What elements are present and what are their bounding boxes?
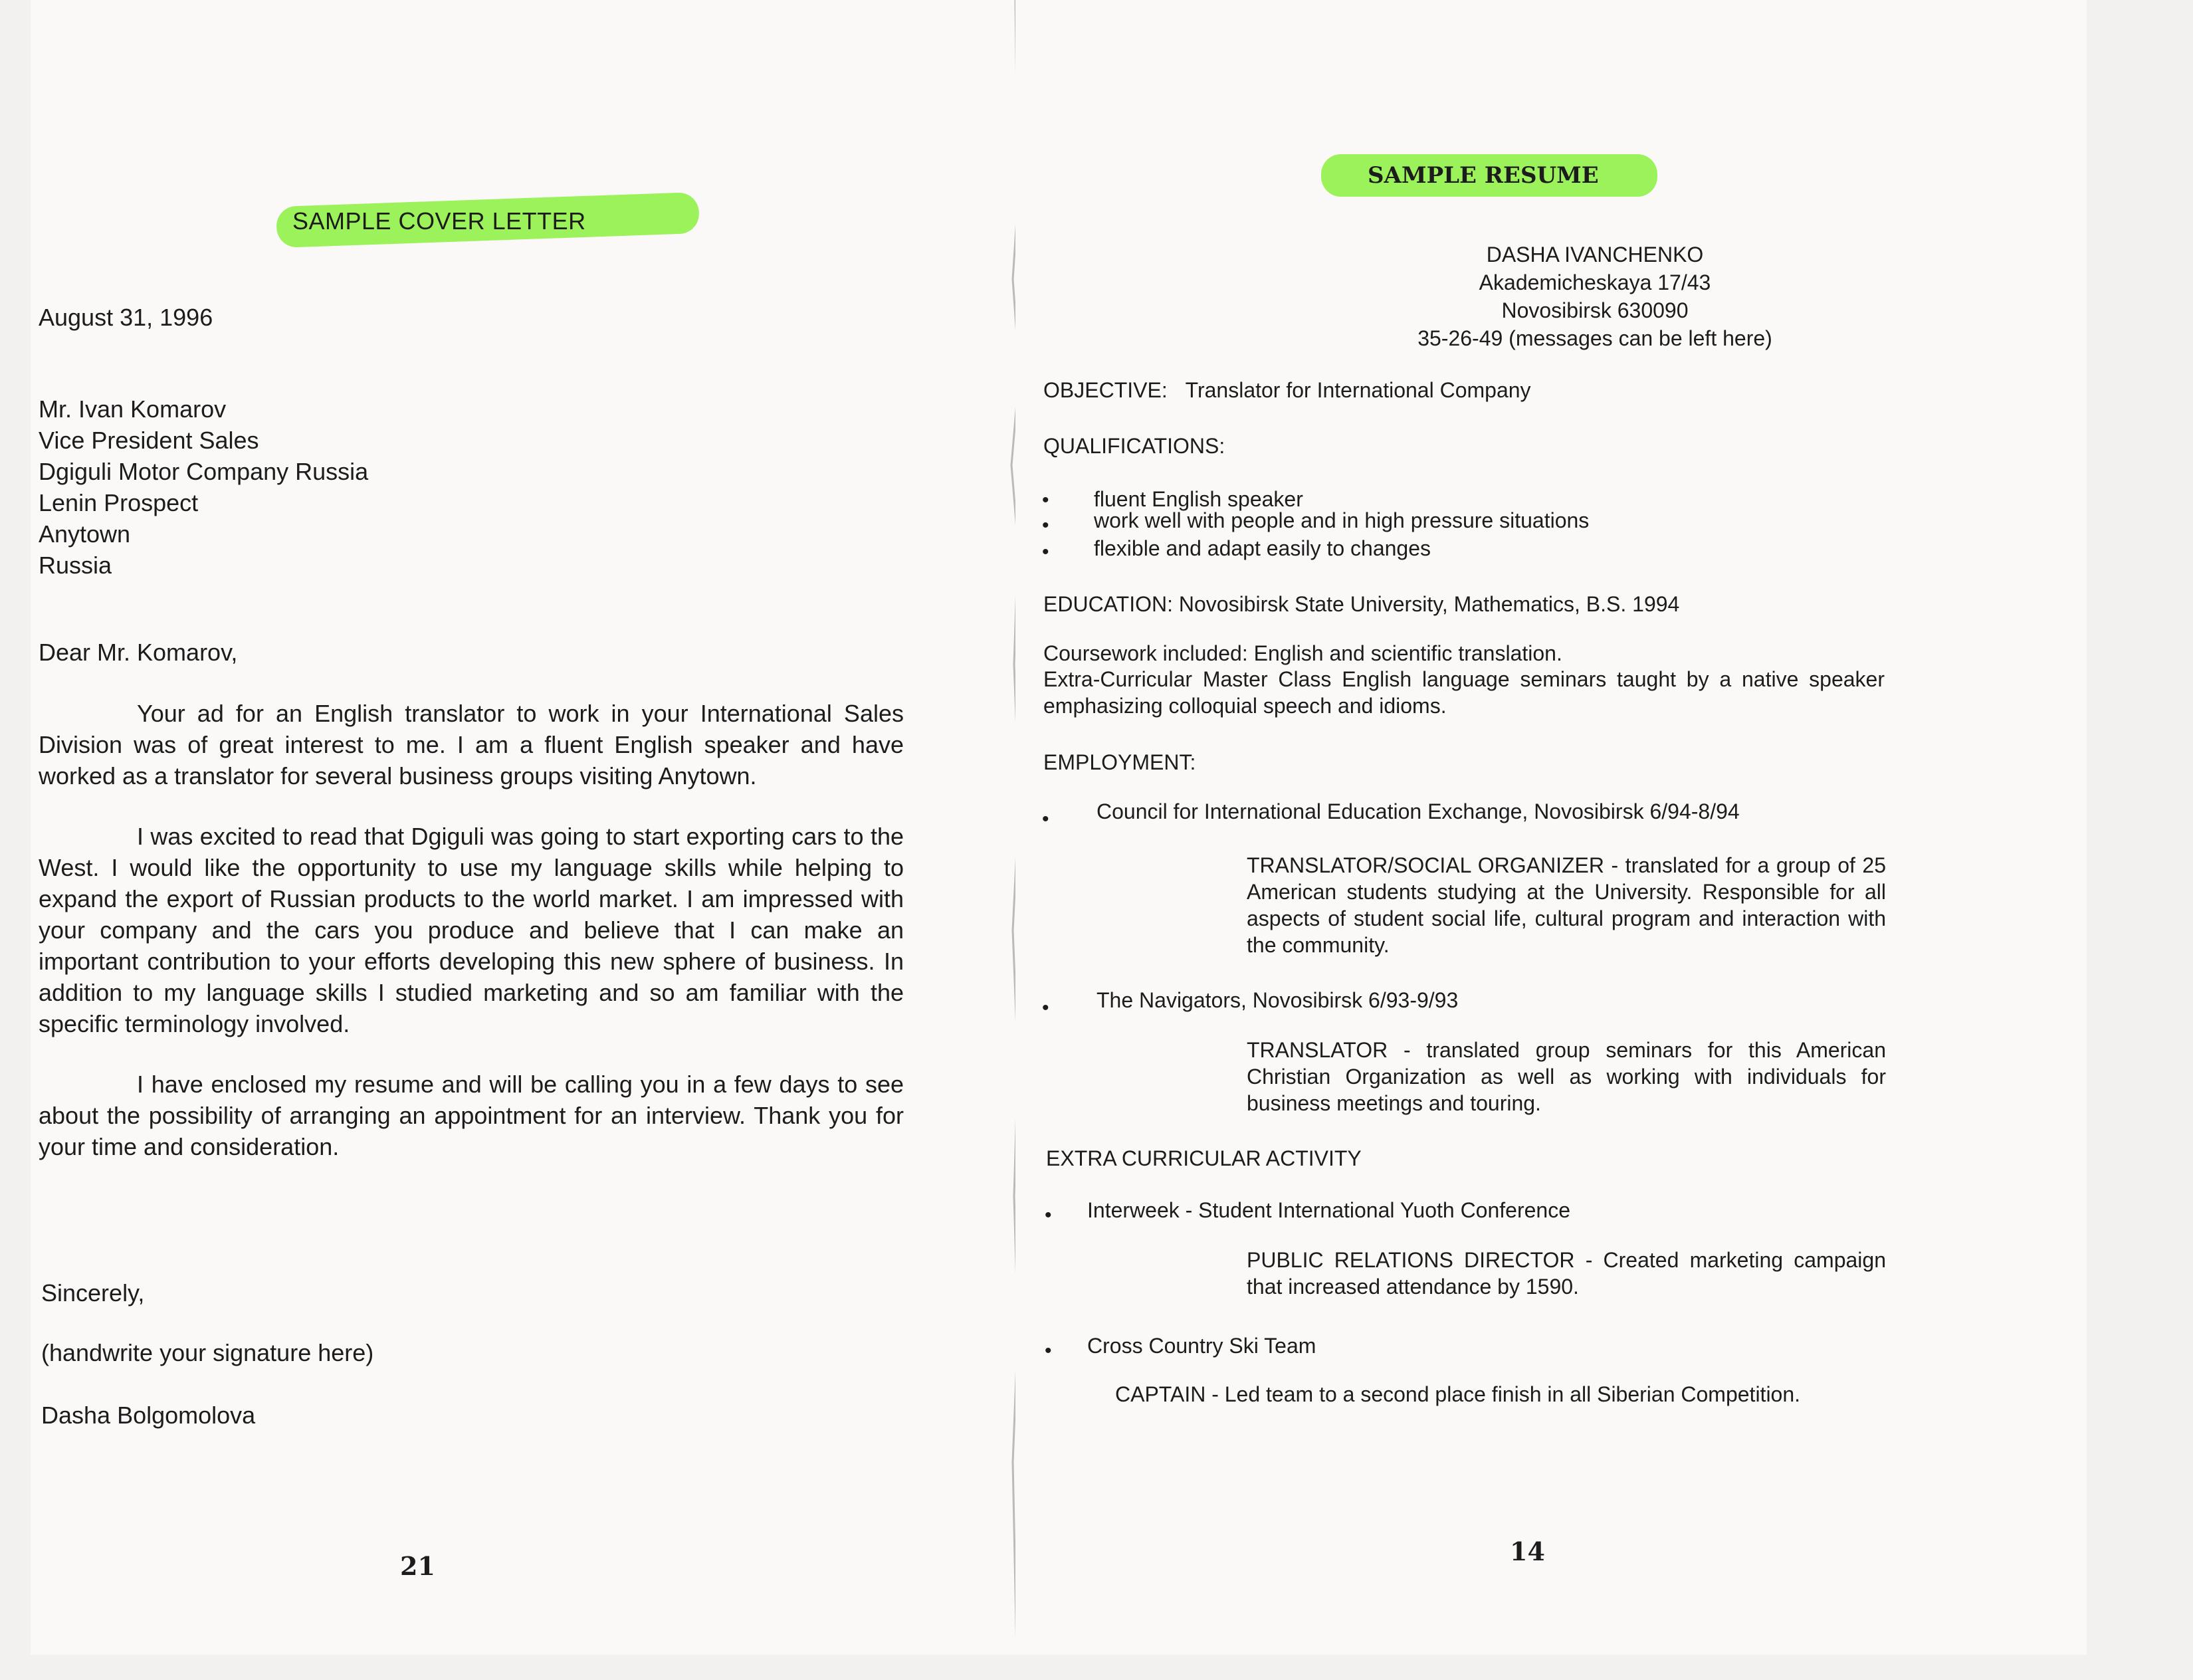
activity1-description: PUBLIC RELATIONS DIRECTOR - Created marketing campaign that increased attendance by 1590. xyxy=(1247,1248,1886,1299)
activity2-title: Cross Country Ski Team xyxy=(1087,1334,1316,1358)
resume-heading: SAMPLE RESUME xyxy=(1368,162,1599,189)
bullet: • xyxy=(1045,1204,1052,1226)
activity1-description-block xyxy=(1247,1247,1886,1300)
letter-date: August 31, 1996 xyxy=(39,304,213,331)
qualification-item: flexible and adapt easily to changes xyxy=(1094,536,1431,560)
job1-description-block xyxy=(1247,852,1886,958)
extra-curricular-text: Extra-Curricular Master Class English language seminars taught by a native speaker emphasizing colloquial speech and idioms. xyxy=(1043,667,1885,718)
objective-text: Translator for International Company xyxy=(1185,378,1531,402)
recipient-address xyxy=(39,393,368,581)
bullet: • xyxy=(1045,1340,1052,1362)
education-label: EDUCATION: xyxy=(1043,592,1173,616)
page-number-left: 21 xyxy=(400,1551,435,1581)
coursework-text: Coursework included: English and scientific translation. xyxy=(1043,641,1562,665)
contact-block xyxy=(1263,241,1927,352)
qualification-item: work well with people and in high pressure situations xyxy=(1094,508,1590,532)
closing: Sincerely, xyxy=(41,1279,145,1307)
bullet: • xyxy=(1042,541,1049,563)
education-text: Novosibirsk State University, Mathematics, B.S. 1994 xyxy=(1178,592,1680,616)
phone-line: 35-26-49 (messages can be left here) xyxy=(1417,326,1772,350)
letter-body xyxy=(39,698,904,1162)
address-line: Akademicheskaya 17/43 xyxy=(1479,270,1711,294)
activity1-title: Interweek - Student International Yuoth Conference xyxy=(1087,1198,1570,1222)
recipient-line: Lenin Prospect xyxy=(39,489,199,516)
objective-label: OBJECTIVE: xyxy=(1043,378,1168,402)
recipient-line: Mr. Ivan Komarov xyxy=(39,395,227,423)
qualifications-label: QUALIFICATIONS: xyxy=(1043,434,1225,458)
signature-note: (handwrite your signature here) xyxy=(41,1339,374,1366)
qualification-item: fluent English speaker xyxy=(1094,487,1303,511)
activity2-description-block xyxy=(1047,1381,1886,1408)
bullet: • xyxy=(1042,997,1049,1019)
page-number-right: 14 xyxy=(1510,1536,1545,1566)
job1-organization: Council for International Education Exchange, Novosibirsk 6/94-8/94 xyxy=(1096,799,1740,823)
activity-label: EXTRA CURRICULAR ACTIVITY xyxy=(1046,1146,1362,1170)
applicant-name: DASHA IVANCHENKO xyxy=(1486,243,1704,266)
letter-paragraph: I was excited to read that Dgiguli was going to start exporting cars to the West. I would like the opportunity to use my language skills while helping to expand the export of Russian products to the world market. I am impressed with your company and the cars you produce and believe that I can make an important contribution to your efforts developing this new sphere of business. In addition to my language skills I studied marketing and so am familiar with the specific terminology involved. xyxy=(39,823,904,1037)
letter-paragraph: I have enclosed my resume and will be calling you in a few days to see about the possibility of arranging an appointment for an interview. Thank you for your time and consideration. xyxy=(39,1071,904,1160)
salutation: Dear Mr. Komarov, xyxy=(39,639,238,666)
education-row xyxy=(1043,590,1679,618)
recipient-line: Anytown xyxy=(39,520,131,548)
bullet: • xyxy=(1042,489,1049,511)
letter-paragraph: Your ad for an English translator to work in your International Sales Division was of great interest to me. I am a fluent English speaker and have worked as a translator for several business groups visiting Anytown. xyxy=(39,700,904,789)
activity2-description: CAPTAIN - Led team to a second place finish in all Siberian Competition. xyxy=(1115,1382,1801,1406)
recipient-line: Dgiguli Motor Company Russia xyxy=(39,458,369,485)
objective-row xyxy=(1043,376,1531,404)
bullet: • xyxy=(1042,808,1049,830)
bullet: • xyxy=(1042,514,1049,536)
job2-description: TRANSLATOR - translated group seminars for this American Christian Organization as well as working with individuals for business meetings and touring. xyxy=(1247,1038,1886,1115)
employment-label: EMPLOYMENT: xyxy=(1043,750,1196,774)
extra-curricular-text-block xyxy=(1043,666,1885,719)
recipient-line: Russia xyxy=(39,552,112,579)
job2-organization: The Navigators, Novosibirsk 6/93-9/93 xyxy=(1096,988,1459,1012)
job1-description: TRANSLATOR/SOCIAL ORGANIZER - translated for a group of 25 American students studying at the University. Responsible for all aspects of student social life, cultural program and interaction with the community. xyxy=(1247,853,1886,957)
cover-letter-heading: SAMPLE COVER LETTER xyxy=(292,207,586,235)
sender-name: Dasha Bolgomolova xyxy=(41,1402,256,1429)
recipient-line: Vice President Sales xyxy=(39,427,259,454)
resume-page xyxy=(1015,0,2087,1655)
job2-description-block xyxy=(1247,1037,1886,1116)
address-line: Novosibirsk 630090 xyxy=(1501,298,1689,322)
cover-letter-page xyxy=(31,0,1017,1655)
